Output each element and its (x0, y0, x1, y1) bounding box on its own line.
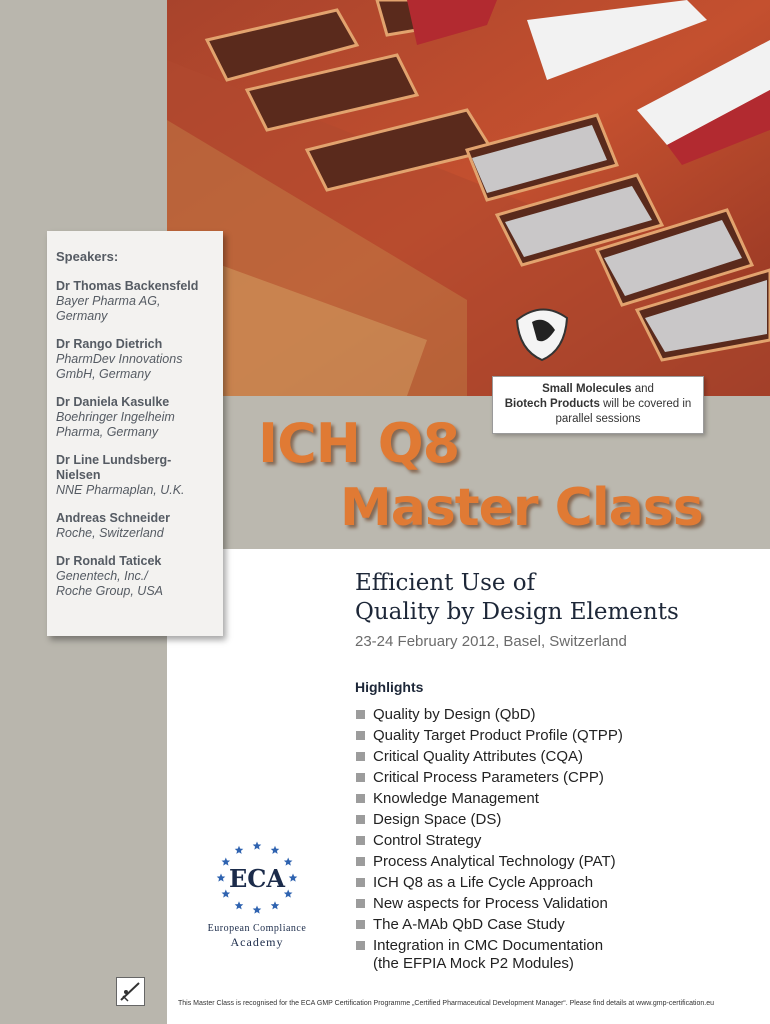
highlight-text: New aspects for Process Validation (373, 895, 608, 912)
highlight-item (356, 790, 766, 808)
highlight-text: Control Strategy (373, 832, 482, 849)
speaker-entry (56, 395, 215, 440)
notice-small-molecules: Small Molecules (542, 383, 632, 395)
star-icon (235, 901, 244, 909)
highlight-text: Quality by Design (QbD) (373, 706, 536, 723)
speaker-affiliation: Genentech, Inc./ Roche Group, USA (56, 569, 163, 598)
speaker-affiliation: Boehringer Ingelheim Pharma, Germany (56, 410, 175, 439)
square-bullet-icon (356, 815, 365, 824)
highlight-item (356, 769, 766, 787)
highlight-item (356, 811, 766, 829)
speaker-entry (56, 554, 215, 599)
highlight-item (356, 853, 766, 871)
speaker-name: Dr Line Lundsberg- Nielsen (56, 453, 172, 482)
eca-name-line2: Academy (230, 935, 284, 949)
speaker-entry (56, 511, 215, 541)
highlight-item (356, 937, 766, 973)
parallel-sessions-notice (492, 376, 704, 434)
highlight-text: Process Analytical Technology (PAT) (373, 853, 616, 870)
square-bullet-icon (356, 836, 365, 845)
course-subtitle (355, 569, 679, 627)
highlight-item (356, 706, 766, 724)
certification-badge-icon (116, 977, 145, 1006)
event-date-location: 23-24 February 2012, Basel, Switzerland (355, 633, 627, 650)
speaker-name: Dr Daniela Kasulke (56, 395, 170, 409)
speaker-affiliation: NNE Pharmaplan, U.K. (56, 483, 185, 497)
speakers-heading: Speakers: (56, 249, 119, 264)
notice-text-parallel: will be covered in parallel sessions (555, 398, 692, 425)
highlights-list (356, 706, 766, 976)
notice-text-and: and (631, 383, 654, 395)
square-bullet-icon (356, 731, 365, 740)
highlight-item (356, 874, 766, 892)
highlight-text: Knowledge Management (373, 790, 539, 807)
speaker-entry (56, 279, 215, 324)
speaker-affiliation: Roche, Switzerland (56, 526, 164, 540)
square-bullet-icon (356, 794, 365, 803)
subtitle-line2: Quality by Design Elements (355, 599, 679, 625)
highlight-text: Integration in CMC Documentation (the EFPIA Mock P2 Modules) (373, 937, 604, 972)
highlights-heading: Highlights (355, 679, 424, 695)
speaker-name: Dr Rango Dietrich (56, 337, 163, 351)
speakers-panel (47, 231, 223, 636)
subtitle-line1: Efficient Use of (355, 570, 536, 596)
highlight-item (356, 895, 766, 913)
certification-footer-note: This Master Class is recognised for the ECA GMP Certification Programme „Certified Pharmaceutical Development Manager“. Please find details at www.gmp-certification.eu (178, 1000, 714, 1007)
star-icon (271, 846, 280, 854)
square-bullet-icon (356, 941, 365, 950)
highlight-text: The A-MAb QbD Case Study (373, 916, 565, 933)
star-icon (253, 842, 262, 850)
course-title-line1: ICH Q8 (258, 412, 460, 475)
square-bullet-icon (356, 878, 365, 887)
speakers-list (56, 279, 215, 599)
speaker-name: Dr Thomas Backensfeld (56, 279, 199, 293)
square-bullet-icon (356, 710, 365, 719)
speaker-name: Dr Ronald Taticek (56, 554, 162, 568)
eca-letters: ECA (228, 864, 285, 893)
eca-logo (198, 840, 316, 950)
speaker-name: Andreas Schneider (56, 511, 170, 525)
cover-photo-basel-town-hall (167, 0, 770, 396)
star-icon (253, 906, 262, 914)
square-bullet-icon (356, 752, 365, 761)
highlight-text: Critical Quality Attributes (CQA) (373, 748, 584, 765)
square-bullet-icon (356, 773, 365, 782)
notice-biotech-products: Biotech Products (504, 398, 600, 410)
highlight-text: Critical Process Parameters (CPP) (373, 769, 604, 786)
star-icon (271, 901, 280, 909)
speaker-entry (56, 337, 215, 382)
square-bullet-icon (356, 899, 365, 908)
highlight-item (356, 916, 766, 934)
star-icon (235, 846, 244, 854)
course-title-line2: Master Class (340, 478, 703, 538)
highlight-item (356, 832, 766, 850)
speaker-affiliation: PharmDev Innovations GmbH, Germany (56, 352, 183, 381)
highlight-item (356, 727, 766, 745)
highlight-text: Quality Target Product Profile (QTPP) (373, 727, 623, 744)
highlight-item (356, 748, 766, 766)
square-bullet-icon (356, 857, 365, 866)
highlight-text: ICH Q8 as a Life Cycle Approach (373, 874, 594, 891)
highlight-text: Design Space (DS) (373, 811, 502, 828)
eca-name-line1: European Compliance (207, 923, 307, 934)
square-bullet-icon (356, 920, 365, 929)
speaker-affiliation: Bayer Pharma AG, Germany (56, 294, 161, 323)
speaker-entry (56, 453, 215, 498)
